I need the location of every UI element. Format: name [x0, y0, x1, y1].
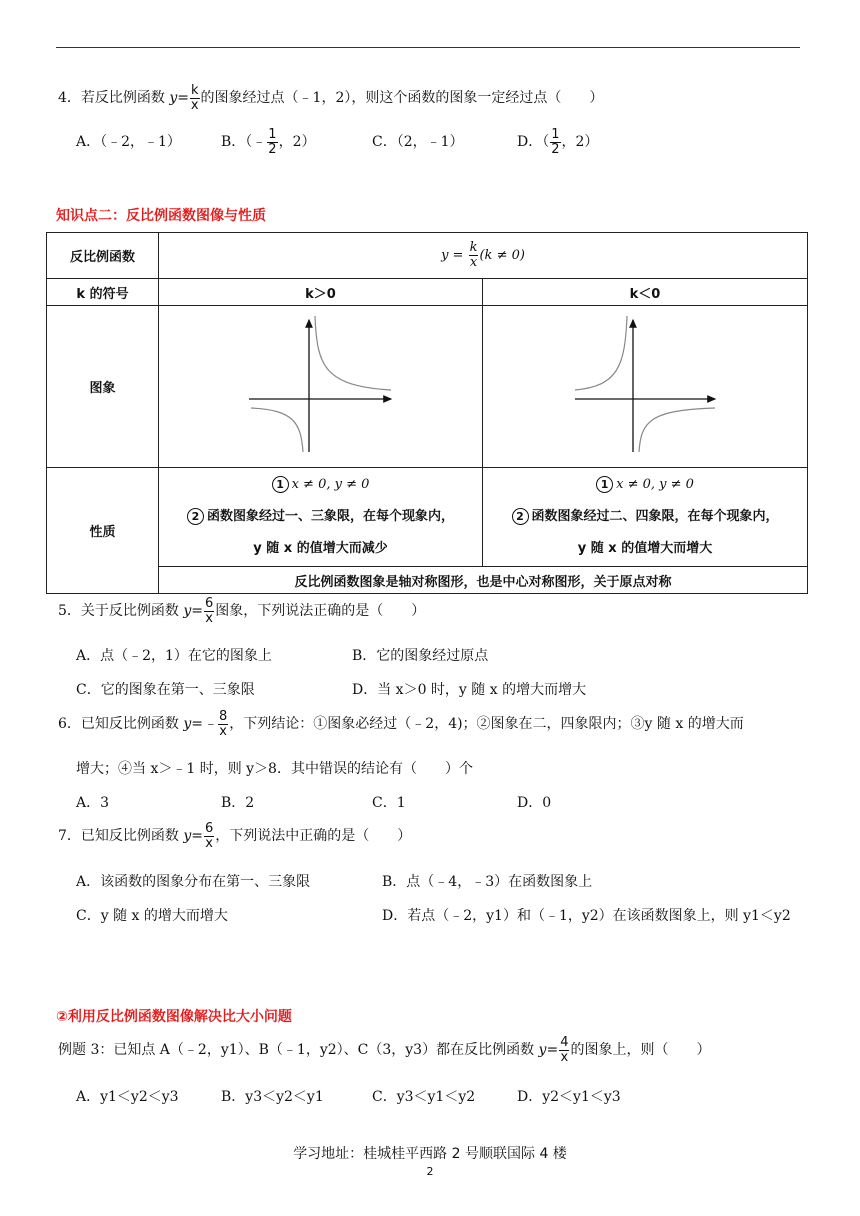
question-text: 4．若反比例函数 [58, 90, 170, 107]
option-c: C．1 [372, 795, 406, 811]
option-c: C．它的图象在第一、三象限 [76, 682, 255, 698]
fraction-denominator: x [190, 97, 199, 113]
fraction-numerator: 6 [205, 821, 214, 836]
option-b: B．点（﹣4，﹣3）在函数图象上 [382, 874, 593, 890]
question-5 [58, 597, 425, 625]
option-a: A．点（﹣2，1）在它的图象上 [76, 648, 272, 664]
property-monotonic: y 随 x 的值增大而增大 [577, 541, 713, 556]
question-text-tail: 的图象经过点（﹣1，2），则这个函数的图象一定经过点（ ） [200, 90, 604, 107]
equation-label: y= [169, 90, 189, 107]
formula-cell [159, 233, 808, 279]
fraction [218, 710, 228, 738]
property-domain: x ≠ 0, y ≠ 0 [616, 477, 694, 492]
question-text: 例题 3：已知点 A（﹣2，y1）、B（﹣1，y2）、C（3，y3）都在反比例函数 [58, 1042, 539, 1059]
option-d [517, 128, 598, 156]
option-b-suffix: ，2） [278, 134, 316, 151]
graph-k-positive [159, 306, 483, 468]
graph-k-negative [483, 306, 808, 468]
equation-label: y= [183, 828, 203, 845]
fraction [469, 241, 479, 269]
branch-first-quadrant [315, 316, 391, 390]
option-c: C．y3＜y1＜y2 [372, 1089, 476, 1105]
example-3 [58, 1036, 710, 1064]
option-b: B．2 [221, 795, 255, 811]
properties-table [46, 232, 808, 594]
fraction-numerator: k [469, 240, 478, 256]
option-b [221, 128, 316, 156]
option-c: C．y 随 x 的增大而增大 [76, 908, 228, 924]
fraction-denominator: x [469, 255, 478, 270]
property-monotonic: y 随 x 的值增大而减少 [253, 541, 388, 556]
question-text-tail: ，下列结论：①图象必经过（﹣2，4)；②图象在二，四象限内；③y 随 x 的增大而 [229, 716, 744, 733]
formula-y: y = [441, 248, 468, 263]
question-6-line-2: 增大；④当 x＞﹣1 时，则 y＞8．其中错误的结论有（ ）个 [76, 761, 473, 777]
property-line-2 [483, 501, 807, 533]
hyperbola-first-third-quadrant [159, 306, 483, 463]
fraction-denominator: x [205, 610, 213, 626]
question-text-tail: ，下列说法中正确的是（ ） [215, 828, 412, 845]
option-d: D．当 x＞0 时，y 随 x 的增大而增大 [352, 682, 587, 698]
page-number: 2 [426, 1165, 434, 1178]
circled-number: 1 [272, 476, 289, 493]
fraction [559, 1036, 569, 1064]
branch-fourth-quadrant [639, 408, 715, 452]
circled-number: 1 [596, 476, 613, 493]
fraction-denominator: 2 [268, 141, 277, 157]
fraction-denominator: x [205, 835, 213, 851]
property-domain: x ≠ 0, y ≠ 0 [291, 477, 370, 492]
question-4 [58, 84, 603, 112]
fraction-denominator: x [219, 723, 227, 739]
hyperbola-second-fourth-quadrant [483, 306, 808, 463]
fraction-numerator: 8 [219, 709, 228, 724]
branch-second-quadrant [575, 316, 627, 390]
fraction-denominator: 2 [551, 141, 560, 157]
fraction-numerator: 6 [205, 596, 214, 611]
circled-number: 2 [187, 508, 204, 525]
row-label-graph: 图象 [47, 306, 159, 468]
k-positive-header: k＞0 [159, 279, 483, 306]
formula-condition: (k ≠ 0) [479, 248, 525, 263]
equation-label: y= [183, 603, 203, 620]
fraction [550, 128, 560, 156]
equation-label: y= [538, 1042, 559, 1059]
header-rule [56, 47, 800, 48]
row-label-properties: 性质 [47, 468, 159, 594]
branch-third-quadrant [251, 408, 303, 452]
row-label-function: 反比例函数 [47, 233, 159, 279]
property-line-1 [159, 469, 482, 501]
question-text-tail: 图象，下列说法正确的是（ ） [215, 603, 426, 620]
fraction-numerator: 1 [268, 127, 277, 142]
k-negative-header: k＜0 [483, 279, 808, 306]
option-d: D．若点（﹣2，y1）和（﹣1，y2）在该函数图象上，则 y1＜y2 [382, 908, 791, 924]
option-a: A．y1＜y2＜y3 [76, 1089, 179, 1105]
property-quadrants: 函数图象经过二、四象限，在每个现象内， [531, 509, 779, 524]
option-d: D．y2＜y1＜y3 [517, 1089, 621, 1105]
question-text: 6．已知反比例函数 [58, 716, 184, 733]
fraction [204, 822, 214, 850]
fraction [204, 597, 214, 625]
fraction [190, 84, 200, 112]
footer-address: 学习地址：桂城桂平西路 2 号顺联国际 4 楼 [293, 1146, 567, 1162]
question-text: 7．已知反比例函数 [58, 828, 184, 845]
property-line-1 [483, 469, 807, 501]
option-a: A．3 [76, 795, 110, 811]
properties-k-negative [483, 468, 808, 567]
option-b: B．它的图象经过原点 [352, 648, 489, 664]
fraction-denominator: x [560, 1049, 569, 1065]
option-c: C．（2，﹣1） [372, 134, 464, 150]
question-6 [58, 710, 744, 738]
section-heading: 知识点二：反比例函数图像与性质 [56, 208, 266, 224]
option-b-prefix: B．（﹣ [221, 134, 267, 151]
question-text: 5．关于反比例函数 [58, 603, 184, 620]
fraction-numerator: 4 [560, 1035, 569, 1050]
equation-label: y=﹣ [183, 716, 217, 733]
option-b: B．y3＜y2＜y1 [221, 1089, 324, 1105]
property-line-2 [159, 501, 482, 533]
question-7 [58, 822, 411, 850]
option-d-suffix: ，2） [561, 134, 599, 151]
question-text-tail: 的图象上，则（ ） [570, 1042, 711, 1059]
properties-k-positive [159, 468, 483, 567]
row-label-k-sign: k 的符号 [47, 279, 159, 306]
section-heading: ②利用反比例函数图像解决比大小问题 [56, 1009, 292, 1025]
fraction [267, 128, 277, 156]
option-d-prefix: D．（ [517, 134, 550, 151]
property-quadrants: 函数图象经过一、三象限，在每个现象内， [206, 509, 454, 524]
fraction-numerator: 1 [551, 127, 560, 142]
option-a: A．（﹣2，﹣1） [76, 134, 181, 150]
option-a: A．该函数的图象分布在第一、三象限 [76, 874, 311, 890]
option-d: D．0 [517, 795, 552, 811]
fraction-numerator: k [191, 83, 199, 98]
circled-number: 2 [512, 508, 529, 525]
symmetry-note: 反比例函数图象是轴对称图形，也是中心对称图形，关于原点对称 [159, 567, 808, 594]
